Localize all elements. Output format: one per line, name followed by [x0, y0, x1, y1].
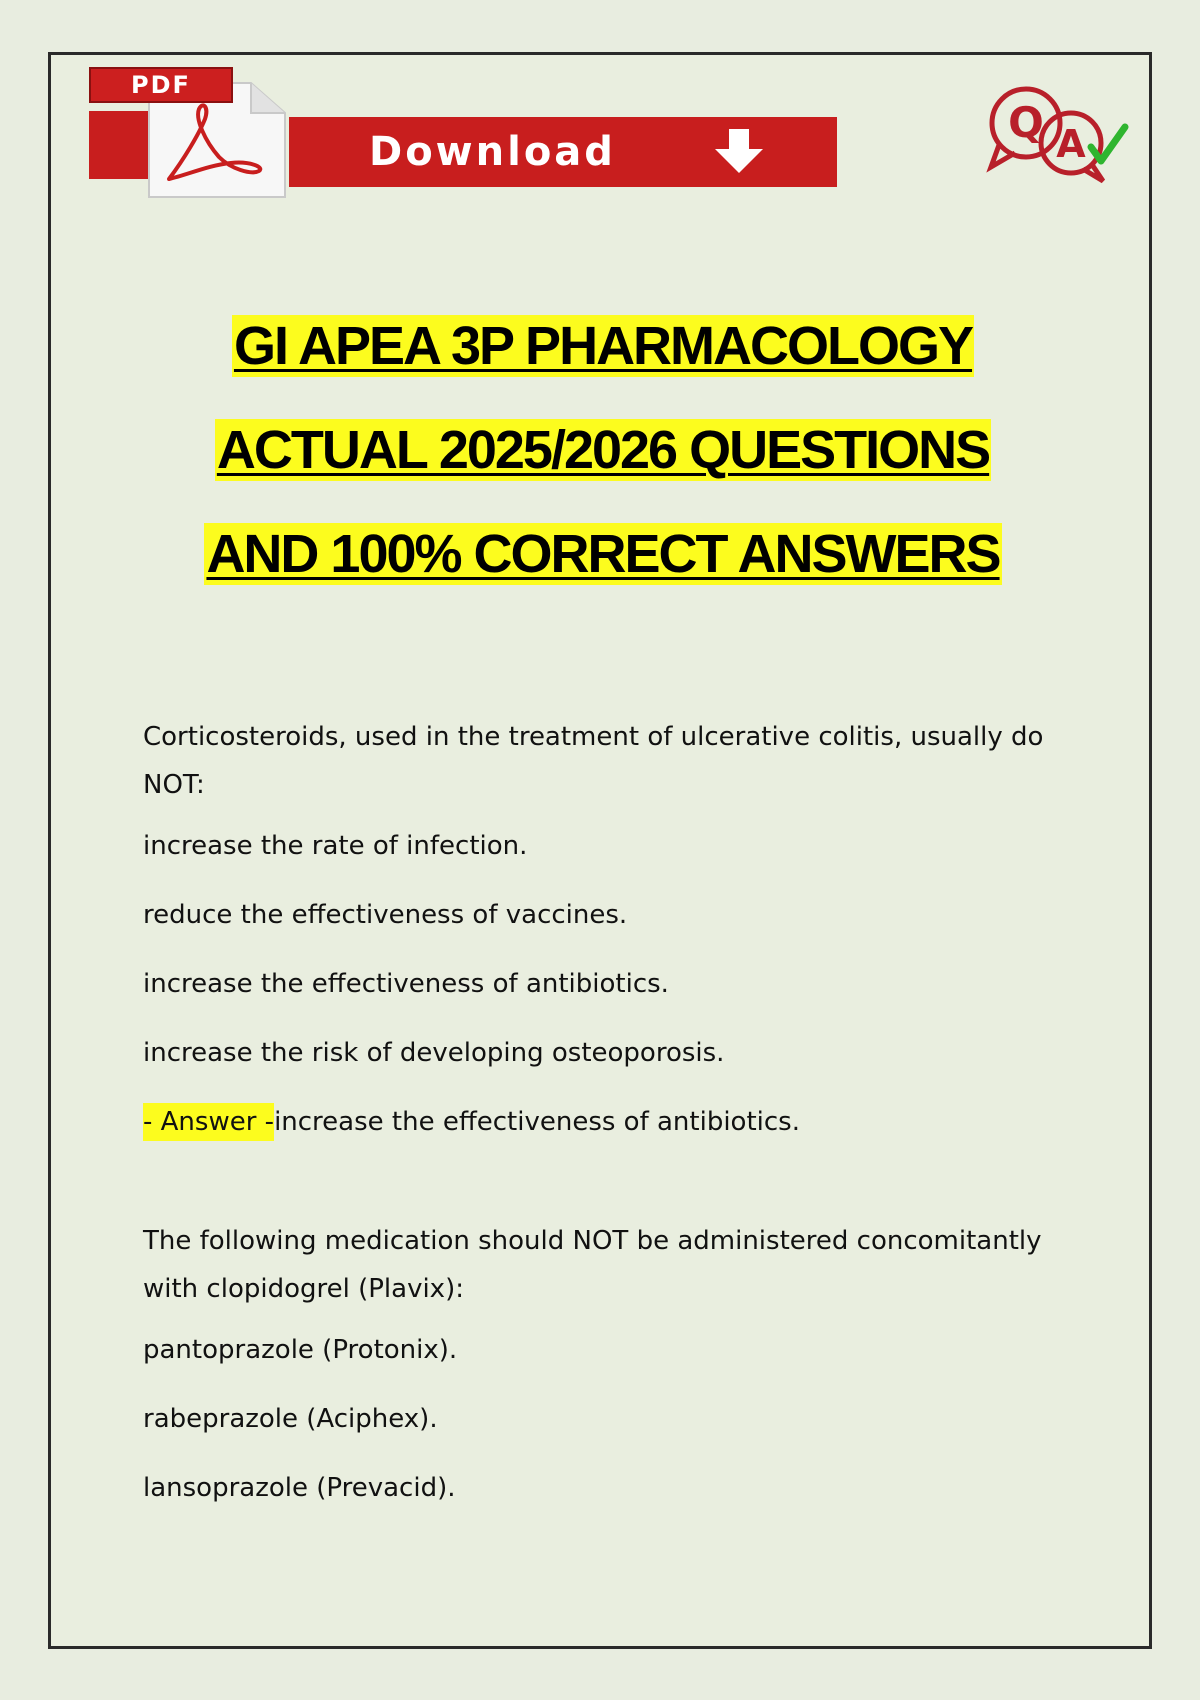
answer-label: - Answer -: [143, 1103, 274, 1141]
qa-logo-q: Q: [1008, 98, 1044, 147]
answer-text: increase the effectiveness of antibiotics.: [274, 1107, 800, 1137]
document-title: [51, 315, 1155, 627]
question-option: reduce the effectiveness of vaccines.: [143, 900, 628, 930]
title-line-1: GI APEA 3P PHARMACOLOGY: [233, 316, 973, 376]
answer-row: [143, 1105, 1083, 1139]
question-prompt: The following medication should NOT be administered concomitantly with clopidogrel (Plavix):: [143, 1226, 1042, 1304]
question-option: rabeprazole (Aciphex).: [143, 1404, 438, 1434]
question-content: [143, 713, 1083, 1540]
question-prompt: Corticosteroids, used in the treatment of ulcerative colitis, usually do NOT:: [143, 722, 1044, 800]
question-option: lansoprazole (Prevacid).: [143, 1473, 456, 1503]
pdf-tab: PDF: [89, 67, 233, 103]
question-option: pantoprazole (Protonix).: [143, 1335, 458, 1365]
question-block-2: [143, 1217, 1083, 1505]
checkmark-icon: [1091, 127, 1125, 161]
question-option: increase the rate of infection.: [143, 831, 528, 861]
title-line-2: ACTUAL 2025/2026 QUESTIONS: [216, 420, 990, 480]
question-block-1: [143, 713, 1083, 1139]
download-banner[interactable]: [89, 67, 849, 197]
qa-logo-a: A: [1056, 122, 1086, 166]
title-line-3: AND 100% CORRECT ANSWERS: [206, 524, 1000, 584]
qa-logo-icon: [981, 81, 1131, 191]
question-option: increase the risk of developing osteoporosis.: [143, 1038, 725, 1068]
download-arrow-icon: [709, 127, 769, 177]
question-option: increase the effectiveness of antibiotics.: [143, 969, 669, 999]
download-button[interactable]: [289, 117, 837, 187]
page-frame: [48, 52, 1152, 1649]
download-label: Download: [369, 129, 616, 175]
